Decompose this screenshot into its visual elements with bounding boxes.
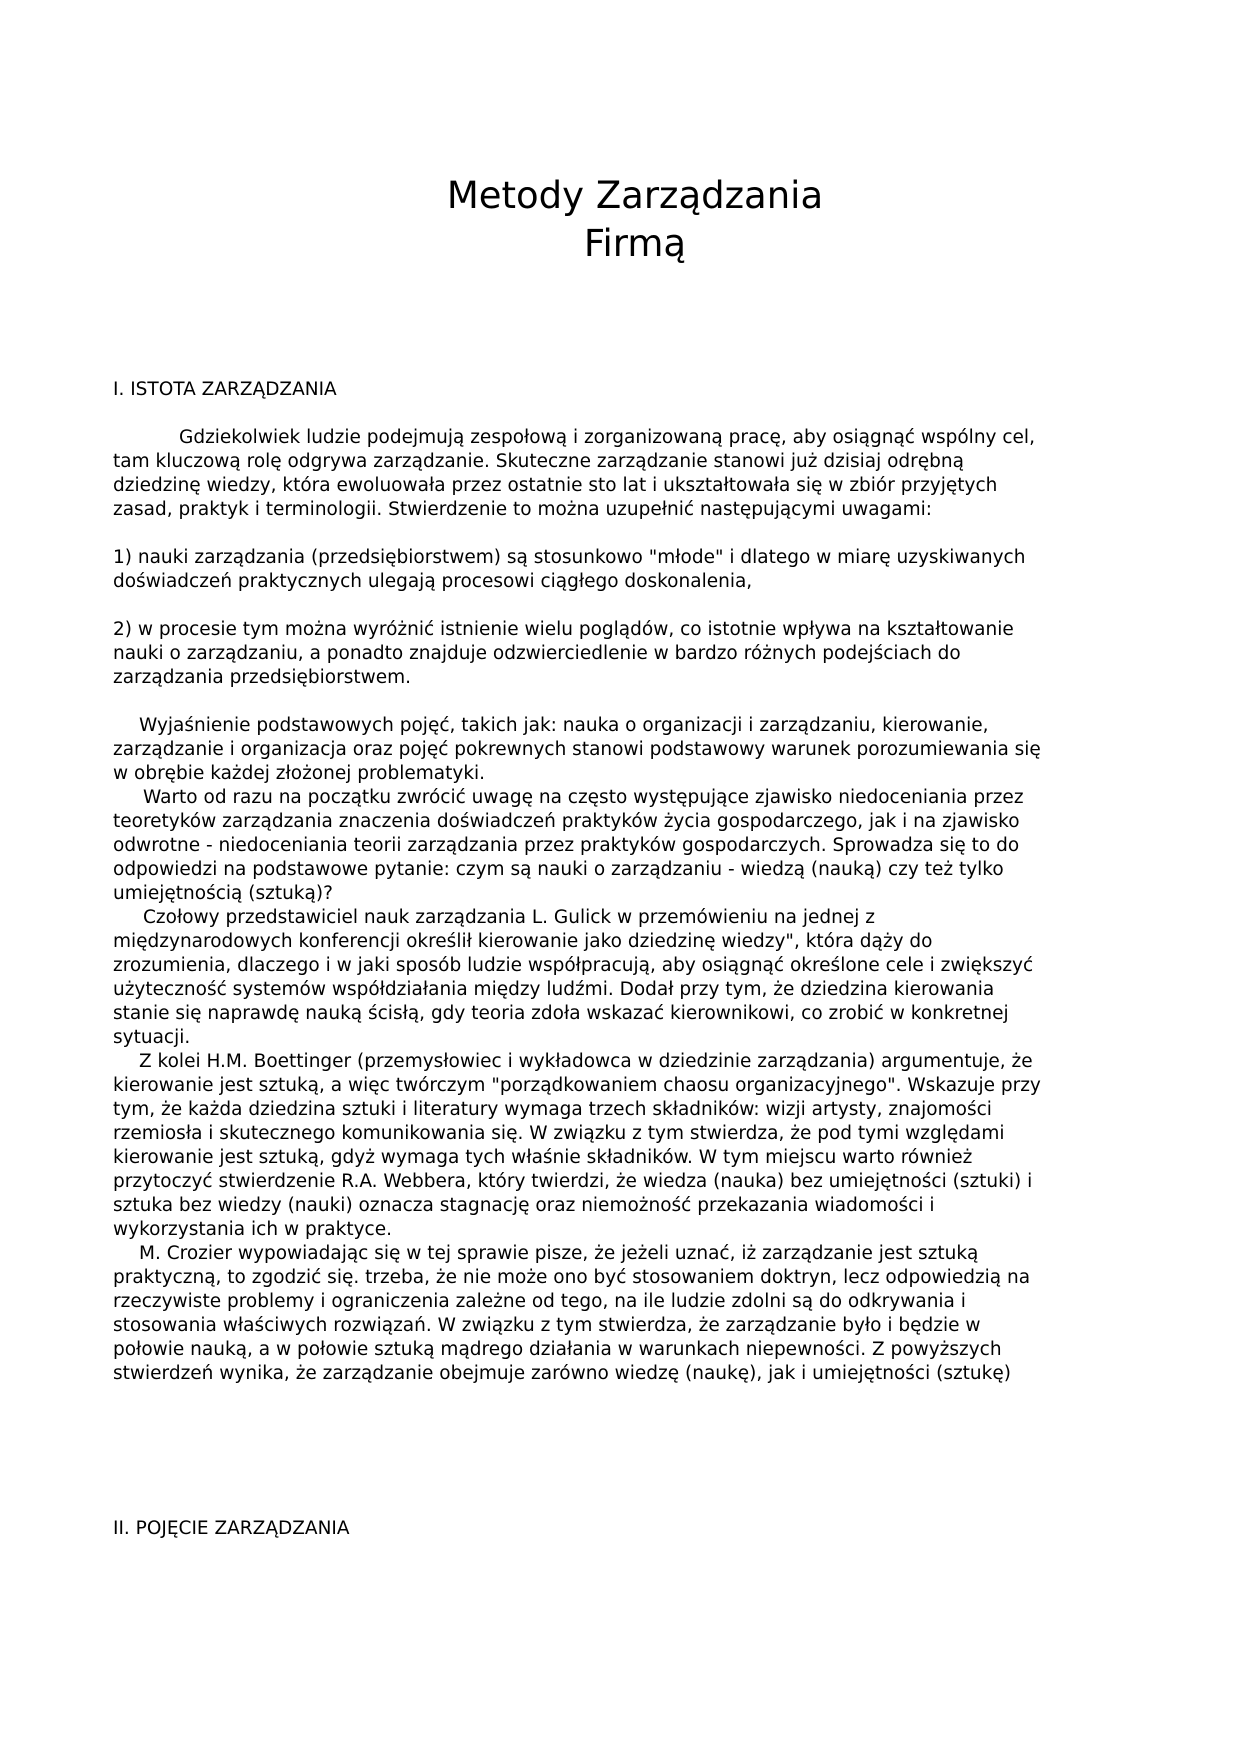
paragraph-intro: Gdziekolwiek ludzie podejmują zespołową i zorganizowaną pracę, aby osiągnąć wspólny cel, tam kluczową rolę odgrywa zarządzanie. Skuteczne zarządzanie stanowi już dzisiaj odrębną dziedzinę wiedzy, która ewoluowała przez ostatnie sto lat i ukształtowała się w zbiór przyjętych zasad, praktyk i terminologii. Stwierdzenie to można uzupełnić następującymi uwagami:: [113, 427, 1035, 520]
section-heading-2: [113, 1517, 1048, 1541]
section-1-body: [113, 426, 1048, 1386]
paragraph-definitions: Wyjaśnienie podstawowych pojęć, takich jak: nauka o organizacji i zarządzaniu, kierowanie, zarządzanie i organizacja oraz pojęć pokrewnych stanowi podstawowy warunek porozumiewania się w obrębie każdej złożonej problematyki.: [113, 715, 1041, 784]
paragraph-crozier: M. Crozier wypowiadając się w tej sprawie pisze, że jeżeli uznać, iż zarządzanie jest sztuką praktyczną, to zgodzić się. trzeba, że nie może ono być stosowaniem doktryn, lecz odpowiedzią na rzeczywiste problemy i ograniczenia zależne od tego, na ile ludzie zdolni są do odkrywania i stosowania właściwych rozwiązań. W związku z tym stwierdza, że zarządzanie było i będzie w połowie nauką, a w połowie sztuką mądrego działania w warunkach niepewności. Z powyższych stwierdzeń wynika, że zarządzanie obejmuje zarówno wiedzę (naukę), jak i umiejętności (sztukę): [113, 1243, 1031, 1384]
title-line-2: Firmą: [583, 222, 687, 265]
paragraph-theory-practice: Warto od razu na początku zwrócić uwagę na często występujące zjawisko niedoceniania przez teoretyków zarządzania znaczenia doświadczeń praktyków życia gospodarczego, jak i na zjawisko odwrotne - niedoceniania teorii zarządzania przez praktyków gospodarczych. Sprowadza się to do odpowiedzi na podstawowe pytanie: czym są nauki o zarządzaniu - wiedzą (nauką) czy też tylko umiejętnością (sztuką)?: [113, 787, 1024, 904]
section-heading-1: [113, 378, 1048, 402]
section-heading-text: II. POJĘCIE ZARZĄDZANIA: [113, 1518, 350, 1539]
paragraph-point-2: 2) w procesie tym można wyróżnić istnienie wielu poglądów, co istotnie wpływa na kształtowanie nauki o zarządzaniu, a ponadto znajduje odzwierciedlenie w bardzo różnych podejściach do zarządzania przedsiębiorstwem.: [113, 619, 1014, 688]
document-title: [0, 172, 1240, 268]
title-line-1: Metody Zarządzania: [446, 174, 824, 217]
paragraph-boettinger: Z kolei H.M. Boettinger (przemysłowiec i wykładowca w dziedzinie zarządzania) argumentuje, że kierowanie jest sztuką, a więc twórczym "porządkowaniem chaosu organizacyjnego". Wskazuje przy tym, że każda dziedzina sztuki i literatury wymaga trzech składników: wizji artysty, znajomości rzemiosła i skutecznego komunikowania się. W związku z tym stwierdza, że pod tymi względami kierowanie jest sztuką, gdyż wymaga tych właśnie składników. W tym miejscu warto również przytoczyć stwierdzenie R.A. Webbera, który twierdzi, że wiedza (nauka) bez umiejętności (sztuki) i sztuka bez wiedzy (nauki) oznacza stagnację oraz niemożność przekazania wiadomości i wykorzystania ich w praktyce.: [113, 1051, 1041, 1240]
paragraph-gulick: Czołowy przedstawiciel nauk zarządzania L. Gulick w przemówieniu na jednej z międzynarodowych konferencji określił kierowanie jako dziedzinę wiedzy", która dąży do zrozumienia, dlaczego i w jaki sposób ludzie współpracują, aby osiągnąć określone cele i zwiększyć użyteczność systemów współdziałania między ludźmi. Dodał przy tym, że dziedzina kierowania stanie się naprawdę nauką ścisłą, gdy teoria zdoła wskazać kierownikowi, co zrobić w konkretnej sytuacji.: [113, 907, 1034, 1048]
paragraph-point-1: 1) nauki zarządzania (przedsiębiorstwem) są stosunkowo "młode" i dlatego w miarę uzyskiwanych doświadczeń praktycznych ulegają procesowi ciągłego doskonalenia,: [113, 547, 1026, 592]
section-heading-text: I. ISTOTA ZARZĄDZANIA: [113, 379, 337, 400]
